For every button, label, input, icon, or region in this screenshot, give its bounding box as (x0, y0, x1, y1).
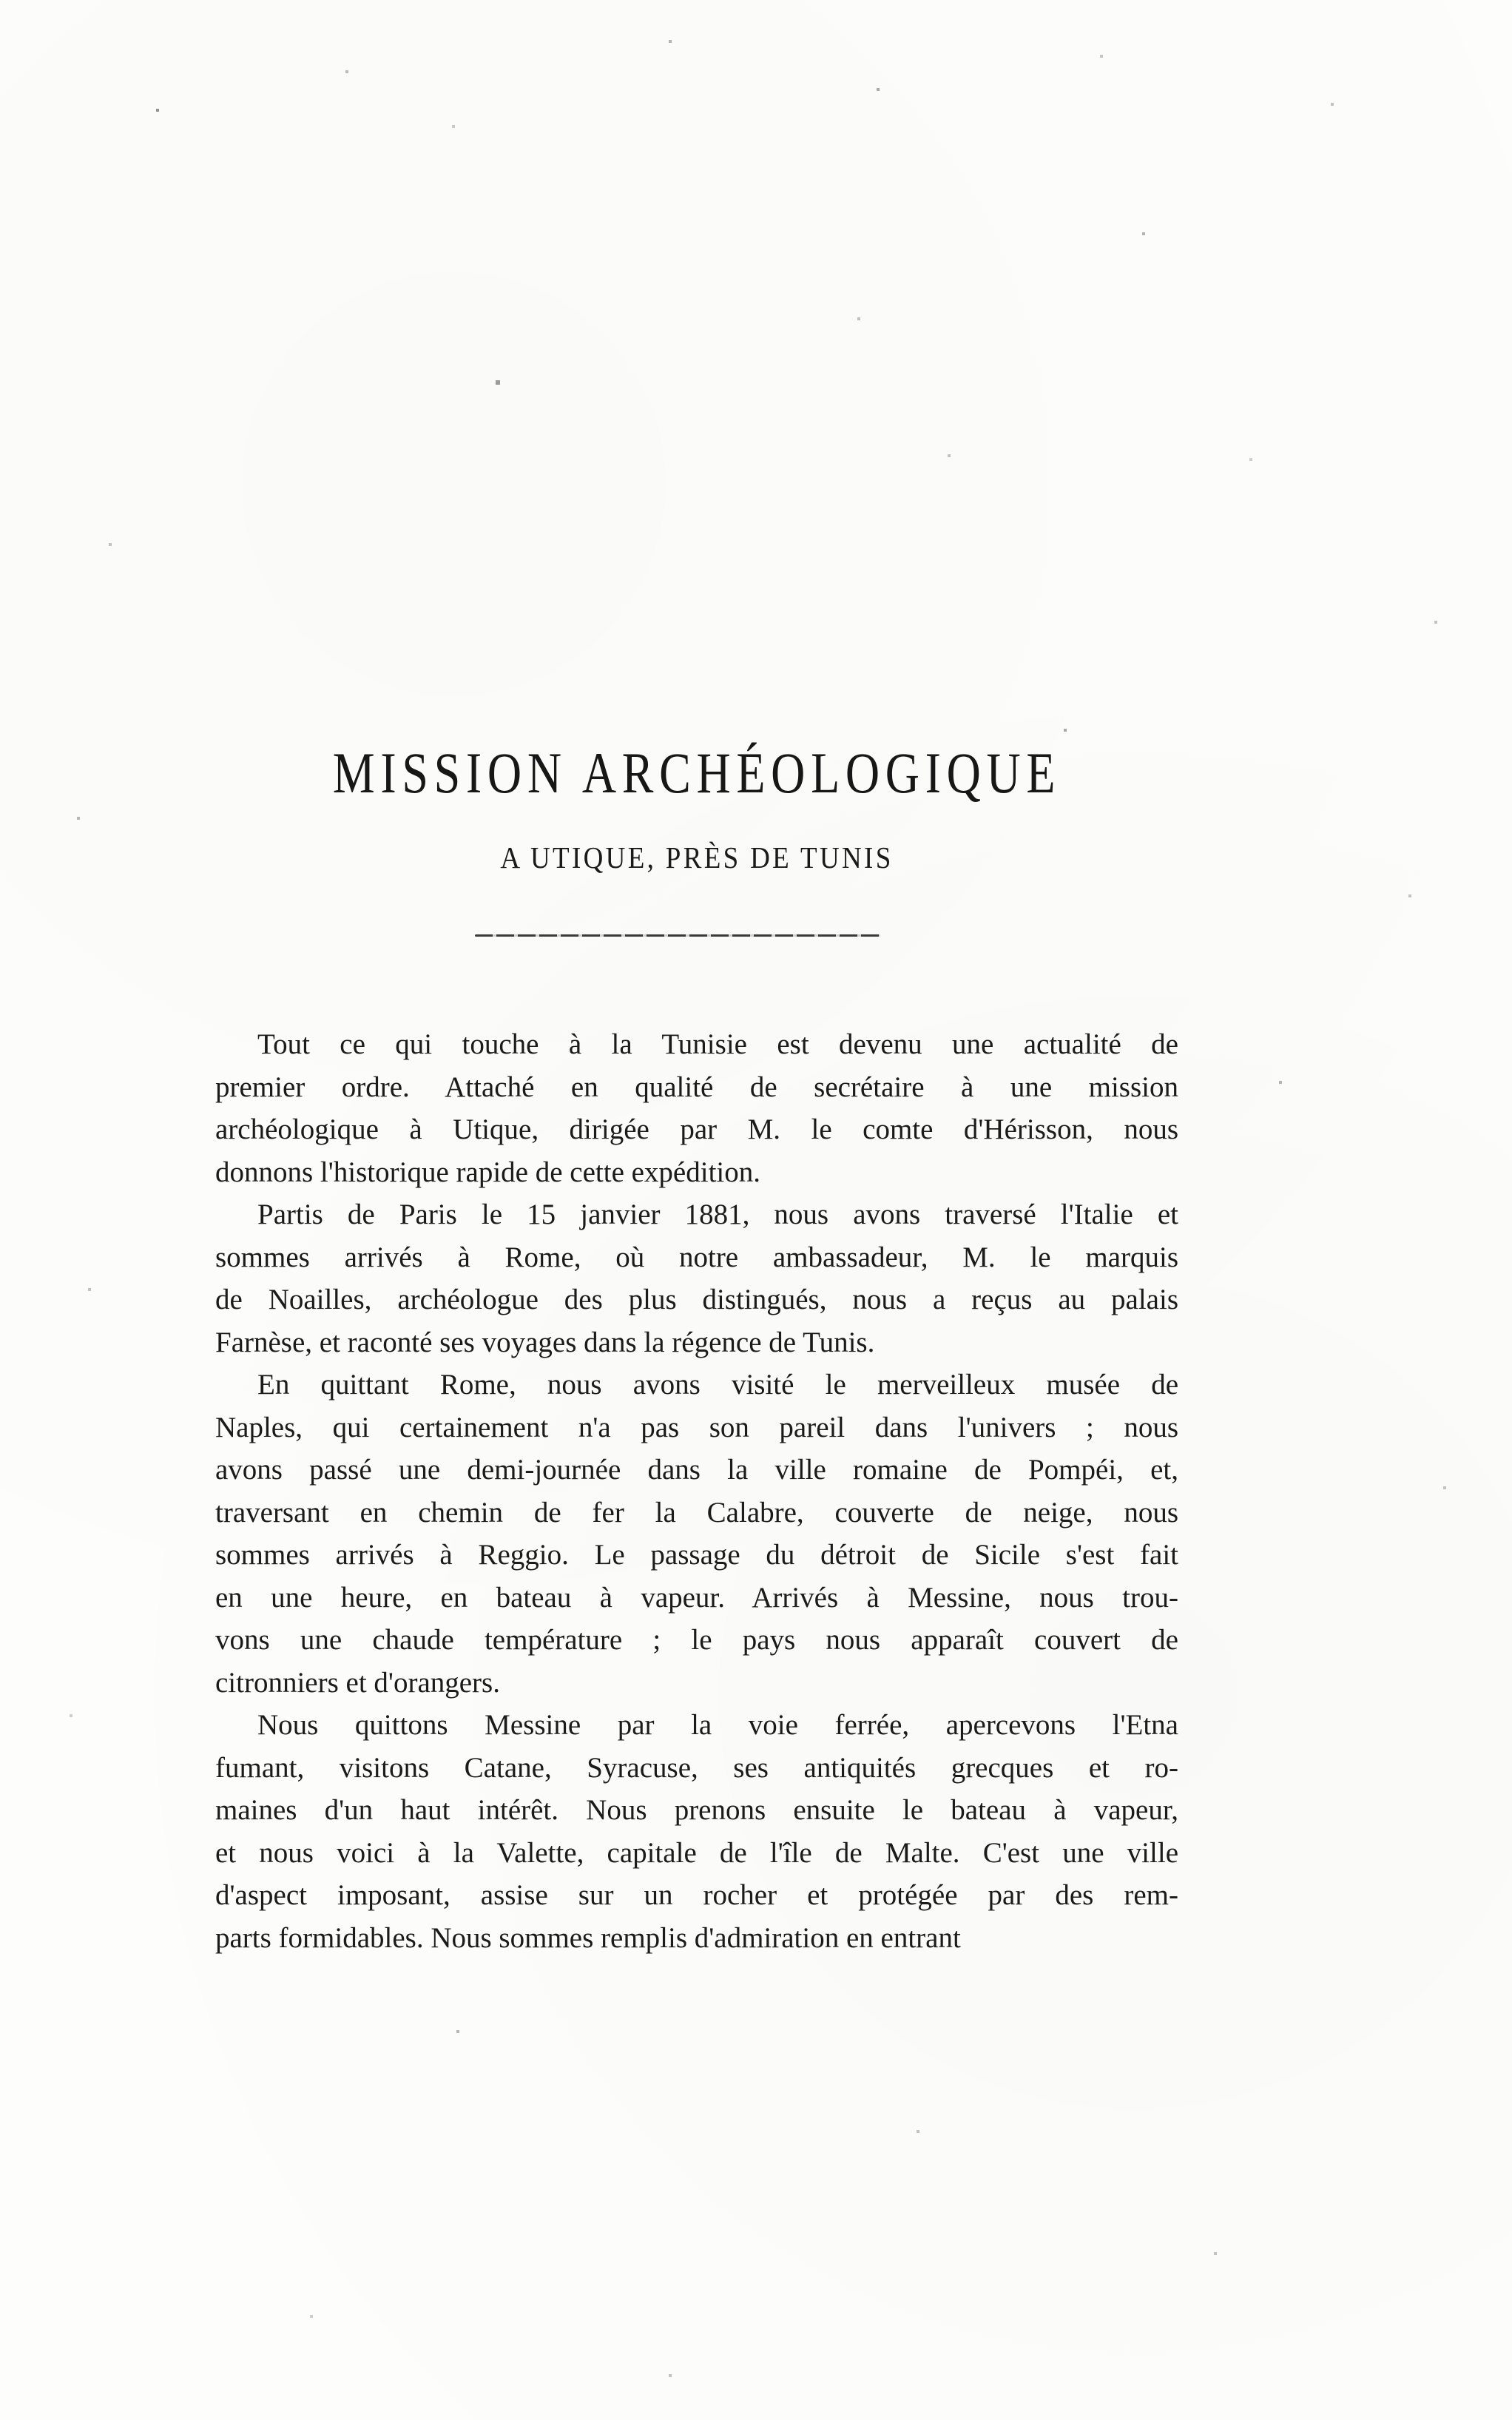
text-line: Farnèse, et raconté ses voyages dans la régence de Tunis. (215, 1326, 875, 1358)
text-line: d'aspect imposant, assise sur un rocher et protégée par des rem- (215, 1879, 1178, 1911)
section-divider-rule (475, 934, 880, 937)
text-line: parts formidables. Nous sommes remplis d'admiration en entrant (215, 1921, 961, 1954)
page-body (215, 1023, 1178, 1959)
text-line: citronniers et d'orangers. (215, 1666, 500, 1699)
text-line: premier ordre. Attaché en qualité de secrétaire à une mission (215, 1071, 1178, 1103)
paragraph (215, 1193, 1178, 1364)
paragraph (215, 1023, 1178, 1193)
text-line: sommes arrivés à Rome, où notre ambassadeur, M. le marquis (215, 1241, 1178, 1273)
text-line: maines d'un haut intérêt. Nous prenons ensuite le bateau à vapeur, (215, 1794, 1178, 1826)
text-line: donnons l'historique rapide de cette expédition. (215, 1156, 761, 1188)
page-title: MISSION ARCHÉOLOGIQUE (332, 741, 1062, 805)
text-line: fumant, visitons Catane, Syracuse, ses antiquités grecques et ro- (215, 1751, 1178, 1784)
paragraph (215, 1364, 1178, 1704)
text-line: Partis de Paris le 15 janvier 1881, nous avons traversé l'Italie et (257, 1199, 1178, 1230)
text-line: En quittant Rome, nous avons visité le merveilleux musée de (257, 1369, 1178, 1401)
text-line: et nous voici à la Valette, capitale de l'île de Malte. C'est une ville (215, 1836, 1178, 1869)
paragraph (215, 1704, 1178, 1959)
text-line: sommes arrivés à Reggio. Le passage du détroit de Sicile s'est fait (215, 1539, 1178, 1571)
text-line: Naples, qui certainement n'a pas son pareil dans l'univers ; nous (215, 1411, 1178, 1443)
text-line: de Noailles, archéologue des plus distingués, nous a reçus au palais (215, 1284, 1178, 1315)
scan-noise (0, 0, 1, 1)
text-line: en une heure, en bateau à vapeur. Arrivés à Messine, nous trou- (215, 1581, 1178, 1614)
text-line: Tout ce qui touche à la Tunisie est devenu une actualité de (257, 1028, 1178, 1060)
text-line: archéologique à Utique, dirigée par M. le comte d'Hérisson, nous (215, 1113, 1178, 1145)
text-line: Nous quittons Messine par la voie ferrée, apercevons l'Etna (257, 1709, 1178, 1741)
text-line: avons passé une demi-journée dans la ville romaine de Pompéi, et, (215, 1454, 1178, 1486)
text-line: vons une chaude température ; le pays nous apparaît couvert de (215, 1624, 1178, 1656)
text-line: traversant en chemin de fer la Calabre, couverte de neige, nous (215, 1496, 1178, 1528)
page-subtitle: A UTIQUE, PRÈS DE TUNIS (500, 841, 894, 876)
